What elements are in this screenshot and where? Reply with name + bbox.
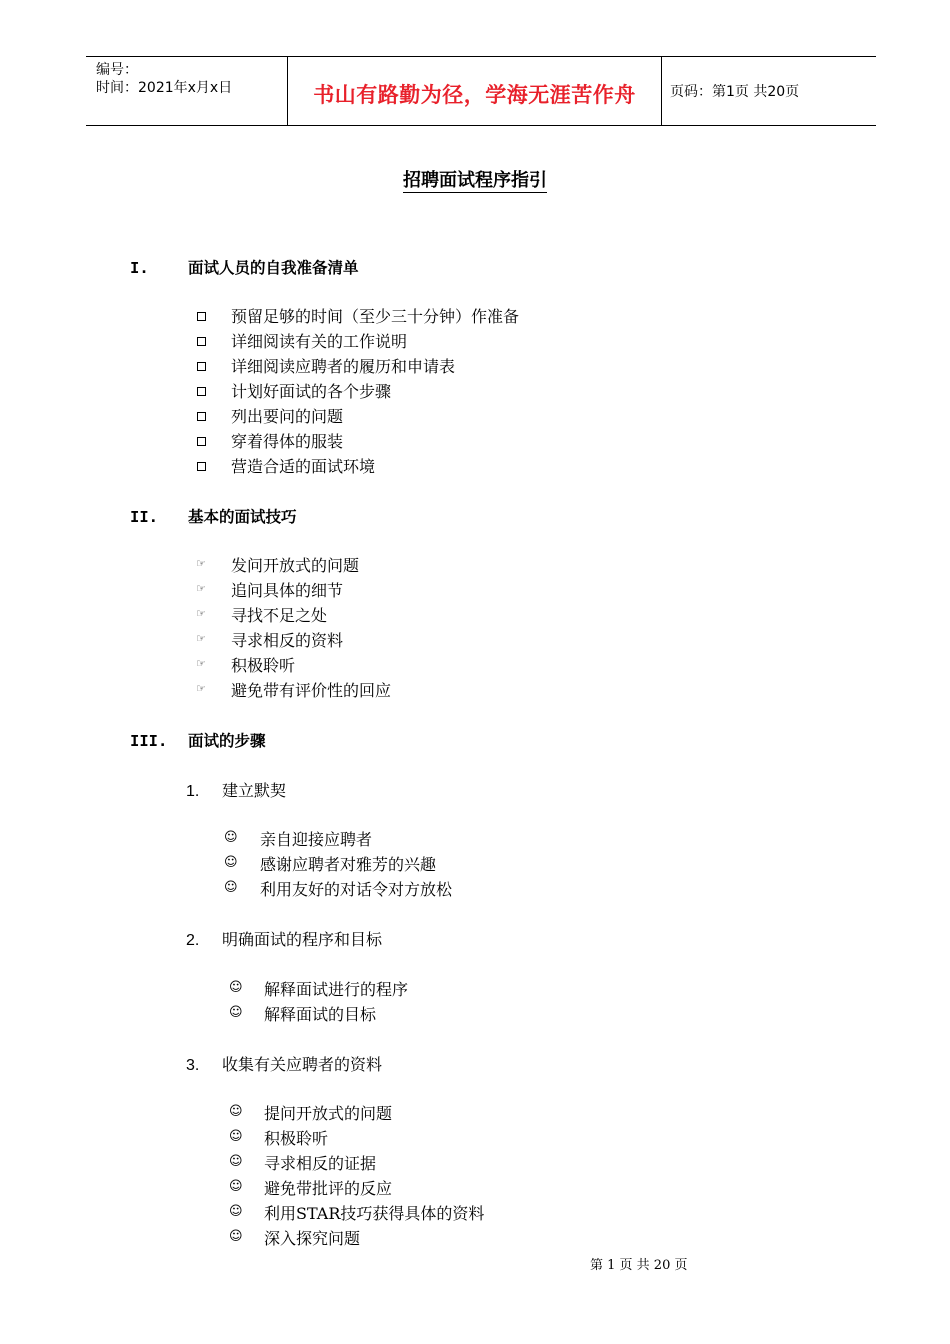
- list-item: 亲自迎接应聘者: [260, 830, 373, 849]
- list-item: 避免带批评的反应: [264, 1179, 393, 1198]
- checkbox-icon: [197, 462, 206, 471]
- list-item: 利用友好的对话令对方放松: [260, 880, 453, 899]
- list-item: 寻找不足之处: [231, 606, 328, 625]
- list-item: 积极聆听: [264, 1129, 329, 1148]
- list-item: 追问具体的细节: [231, 581, 344, 600]
- list-item: 解释面试进行的程序: [264, 980, 409, 999]
- checkbox-icon: [197, 437, 206, 446]
- step-2-heading: 2. 明确面试的程序和目标: [186, 930, 383, 949]
- list-item: 利用STAR技巧获得具体的资料: [264, 1204, 485, 1223]
- list-item: 预留足够的时间（至少三十分钟）作准备: [231, 307, 520, 326]
- pointing-hand-icon: ☞: [196, 582, 206, 595]
- smiley-icon: ☺: [229, 1005, 243, 1020]
- smiley-icon: ☺: [229, 1204, 243, 1219]
- checkbox-icon: [197, 387, 206, 396]
- list-item: 感谢应聘者对雅芳的兴趣: [260, 855, 437, 874]
- list-item: 避免带有评价性的回应: [231, 681, 392, 700]
- list-item: 提问开放式的问题: [264, 1104, 393, 1123]
- header-info-cell: [86, 57, 287, 125]
- smiley-icon: ☺: [224, 855, 238, 870]
- pointing-hand-icon: ☞: [196, 607, 206, 620]
- time-label: 时间：2021年x月x日: [96, 80, 233, 96]
- smiley-icon: ☺: [229, 980, 243, 995]
- page-footer: 第 1 页 共 20 页: [590, 1258, 688, 1273]
- smiley-icon: ☺: [224, 880, 238, 895]
- list-item: 发问开放式的问题: [231, 556, 360, 575]
- section-3-heading: III. 面试的步骤: [130, 731, 266, 750]
- list-item: 列出要问的问题: [231, 407, 344, 426]
- smiley-icon: ☺: [229, 1129, 243, 1144]
- smiley-icon: ☺: [229, 1104, 243, 1119]
- checkbox-icon: [197, 362, 206, 371]
- motto-text: 书山有路勤为径，学海无涯苦作舟: [313, 83, 636, 107]
- list-item: 穿着得体的服装: [231, 432, 344, 451]
- smiley-icon: ☺: [229, 1229, 243, 1244]
- header-motto-cell: [287, 57, 662, 125]
- smiley-icon: ☺: [224, 830, 238, 845]
- checkbox-icon: [197, 337, 206, 346]
- step-3-heading: 3. 收集有关应聘者的资料: [186, 1055, 383, 1074]
- step-1-heading: 1. 建立默契: [186, 781, 287, 800]
- number-label: 编号：: [96, 62, 138, 78]
- list-item: 计划好面试的各个步骤: [231, 382, 392, 401]
- document-title: 招聘面试程序指引: [403, 170, 547, 191]
- pointing-hand-icon: ☞: [196, 557, 206, 570]
- list-item: 积极聆听: [231, 656, 296, 675]
- pointing-hand-icon: ☞: [196, 657, 206, 670]
- header-page-cell: [661, 57, 876, 125]
- list-item: 深入探究问题: [264, 1229, 361, 1248]
- list-item: 营造合适的面试环境: [231, 457, 376, 476]
- list-item: 详细阅读有关的工作说明: [231, 332, 408, 351]
- list-item: 详细阅读应聘者的履历和申请表: [231, 357, 456, 376]
- section-2-heading: II. 基本的面试技巧: [130, 507, 297, 526]
- pointing-hand-icon: ☞: [196, 682, 206, 695]
- checkbox-icon: [197, 412, 206, 421]
- pointing-hand-icon: ☞: [196, 632, 206, 645]
- checkbox-icon: [197, 312, 206, 321]
- smiley-icon: ☺: [229, 1154, 243, 1169]
- smiley-icon: ☺: [229, 1179, 243, 1194]
- list-item: 寻求相反的资料: [231, 631, 344, 650]
- list-item: 解释面试的目标: [264, 1005, 377, 1024]
- list-item: 寻求相反的证据: [264, 1154, 377, 1173]
- section-1-heading: I. 面试人员的自我准备清单: [130, 258, 359, 277]
- page-number-label: 页码：第1页 共20页: [670, 84, 800, 100]
- page-header: [86, 56, 876, 126]
